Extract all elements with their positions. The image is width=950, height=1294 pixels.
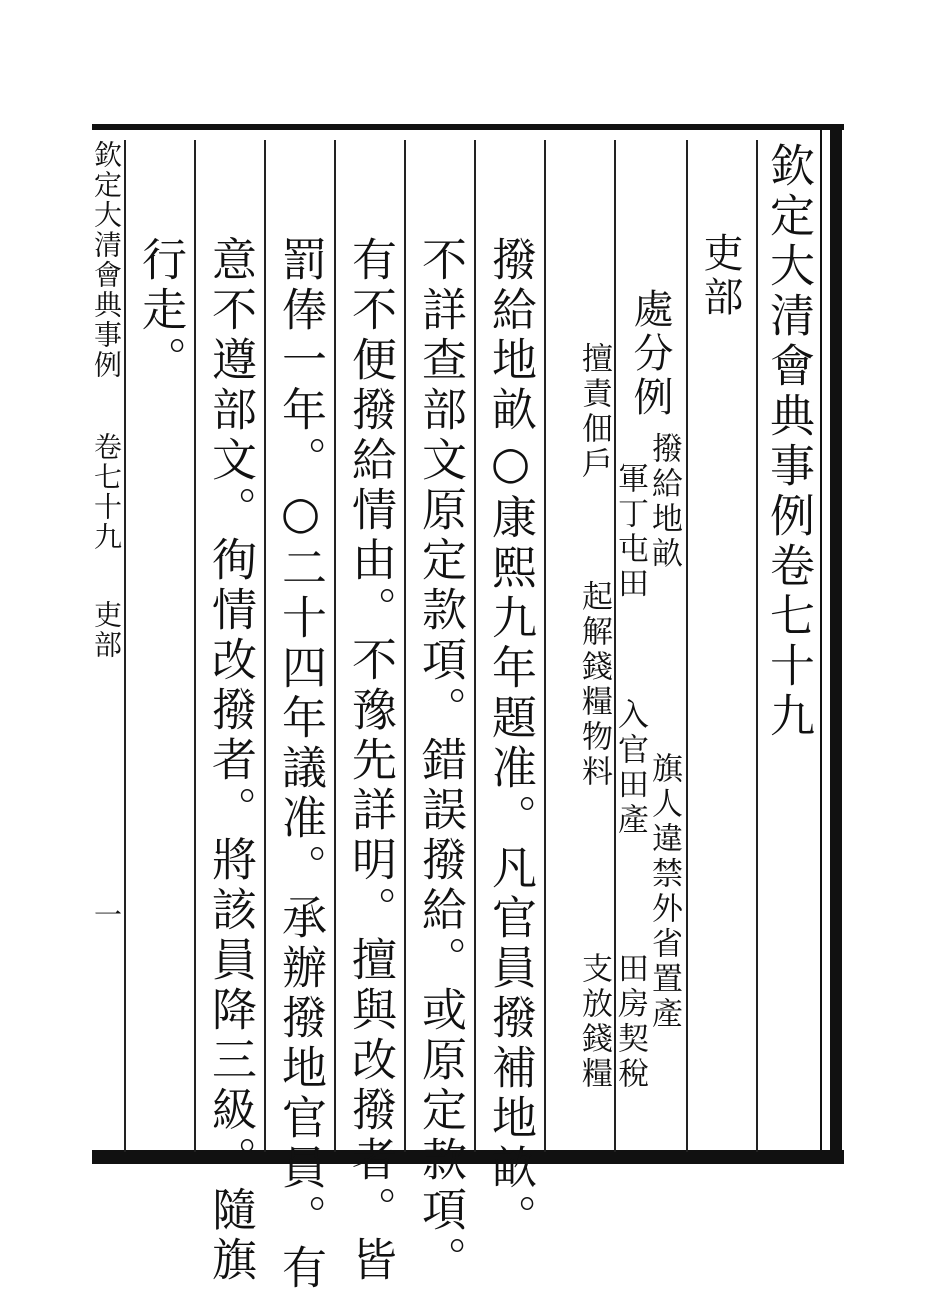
column-divider [124, 140, 126, 1152]
topic-disbursement: 支放錢糧 [576, 952, 612, 1092]
topic-military-fields: 軍丁屯田 [612, 462, 648, 602]
department-heading: 吏部 [697, 232, 743, 320]
column-divider [194, 140, 196, 1152]
topic-allot-land: 撥給地畝 [646, 432, 682, 572]
right-inner-rule [820, 130, 822, 1150]
right-border-rule [830, 124, 842, 1164]
body-line-2: 不詳查部文原定款項。錯誤撥給。或原定款項。 [414, 236, 467, 1286]
body-line-5: 意不遵部文。徇情改撥者。將該員降三級。隨旗 [204, 236, 257, 1286]
page-title: 欽定大清會典事例卷七十九 [762, 142, 815, 742]
topic-tax-transport: 起解錢糧物料 [576, 580, 612, 790]
column-divider [264, 140, 266, 1152]
topic-deed-tax: 田房契稅 [612, 952, 648, 1092]
body-line-6: 行走。 [134, 236, 187, 386]
margin-book-title: 欽定大清會典事例 [90, 140, 123, 380]
column-divider [404, 140, 406, 1152]
topic-confiscated-land: 入官田產 [612, 698, 648, 838]
topic-tenant-punishment: 擅責佃戶 [576, 342, 612, 482]
margin-department: 吏部 [90, 600, 123, 660]
column-divider [756, 140, 758, 1152]
body-line-1: 撥給地畝○康熙九年題准。凡官員撥補地畝。 [484, 236, 537, 1244]
margin-volume: 卷七十九 [90, 432, 123, 552]
column-divider [334, 140, 336, 1152]
column-divider [544, 140, 546, 1152]
column-divider [474, 140, 476, 1152]
topic-bannermen-property: 旗人違禁外省置產 [646, 752, 682, 1032]
column-divider [686, 140, 688, 1152]
body-line-3: 有不便撥給情由。不豫先詳明。擅與改撥者。皆 [344, 236, 397, 1286]
margin-leaf-number: 一 [90, 900, 123, 930]
section-heading: 處分例 [627, 288, 673, 420]
top-border-rule [92, 124, 844, 130]
body-line-4: 罰俸一年。○二十四年議准。承辦撥地官員。有 [274, 236, 327, 1294]
